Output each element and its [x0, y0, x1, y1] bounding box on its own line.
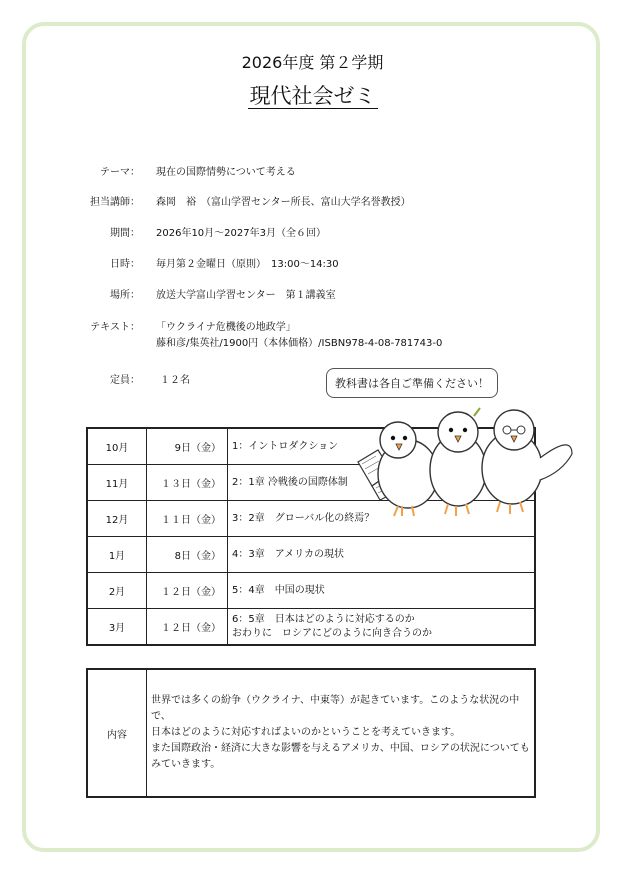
schedule-date: 9日（金）	[147, 428, 228, 465]
schedule-month: 10月	[87, 428, 147, 465]
schedule-date: 8日（金）	[147, 537, 228, 573]
info-label-theme: テーマ：	[100, 167, 140, 178]
schedule-topic-text: 1：イントロダクション	[232, 440, 339, 452]
schedule-month: 1月	[87, 537, 147, 573]
bird-mascots-illustration	[350, 400, 590, 528]
page-title	[0, 80, 625, 110]
schedule-topic	[228, 537, 536, 573]
info-value-capacity: １２名	[160, 375, 190, 386]
textbook-details: 藤和彦/集英社/1900円（本体価格）/ISBN978-4-08-781743-0	[156, 338, 443, 349]
bird-icon	[430, 408, 486, 516]
textbook-title: 「ウクライナ危機後の地政学」	[156, 322, 296, 333]
content-line: 世界では多くの紛争（ウクライナ、中東等）が起きています。このような状況の中で、	[151, 695, 520, 722]
schedule-month: 3月	[87, 609, 147, 646]
schedule-topic-text: 5：4章 中国の現状	[232, 584, 325, 596]
schedule-topic-text: 2：1章 冷戦後の国際体制	[232, 476, 348, 488]
content-description	[147, 669, 536, 797]
year-term: 2026年度 第２学期	[241, 53, 384, 72]
schedule-topic-text-2: おわりに ロシアにどのように向き合うのか	[232, 627, 432, 639]
title-text: 現代社会ゼミ	[249, 84, 376, 108]
schedule-topic-text: 4：3章 アメリカの現状	[232, 548, 345, 560]
schedule-month: 12月	[87, 501, 147, 537]
table-row	[87, 669, 535, 797]
info-label-datetime: 日時：	[110, 259, 140, 270]
bird-icon	[482, 410, 572, 514]
content-label: 内容	[87, 669, 147, 797]
info-value-place: 放送大学富山学習センター 第１講義室	[156, 290, 336, 301]
info-label-capacity: 定員：	[110, 375, 140, 386]
info-value-period: 2026年10月～2027年3月（全６回）	[156, 228, 326, 239]
info-label-place: 場所：	[110, 290, 140, 301]
table-row	[87, 573, 535, 609]
content-table	[86, 668, 536, 798]
schedule-topic	[228, 573, 536, 609]
schedule-topic-text: 3：2章 グローバル化の終焉？	[232, 512, 375, 524]
schedule-date: １３日（金）	[147, 465, 228, 501]
info-value-instructor: 森岡 裕 （富山学習センター所長、富山大学名誉教授）	[156, 197, 411, 208]
info-value-datetime: 毎月第２金曜日（原則） 13:00～14:30	[156, 259, 339, 270]
schedule-date: １１日（金）	[147, 501, 228, 537]
content-line: みていきます。	[151, 759, 221, 770]
schedule-date: １２日（金）	[147, 573, 228, 609]
info-label-period: 期間：	[110, 228, 140, 239]
schedule-month: 11月	[87, 465, 147, 501]
table-row	[87, 609, 535, 646]
info-label-instructor: 担当講師：	[90, 197, 140, 208]
schedule-topic-text: 6：5章 日本はどのように対応するのか	[232, 613, 415, 625]
schedule-topic	[228, 609, 536, 646]
info-label-textbook: テキスト：	[90, 322, 140, 333]
table-row	[87, 537, 535, 573]
schedule-date: １２日（金）	[147, 609, 228, 646]
info-value-theme: 現在の国際情勢について考える	[156, 167, 296, 178]
speech-bubble: 教科書は各自ご準備ください！	[326, 368, 498, 398]
content-line: また国際政治・経済に大きな影響を与えるアメリカ、中国、ロシアの状況についても	[151, 743, 530, 754]
schedule-month: 2月	[87, 573, 147, 609]
content-line: 日本はどのように対応すればよいのかということを考えていきます。	[151, 727, 461, 738]
